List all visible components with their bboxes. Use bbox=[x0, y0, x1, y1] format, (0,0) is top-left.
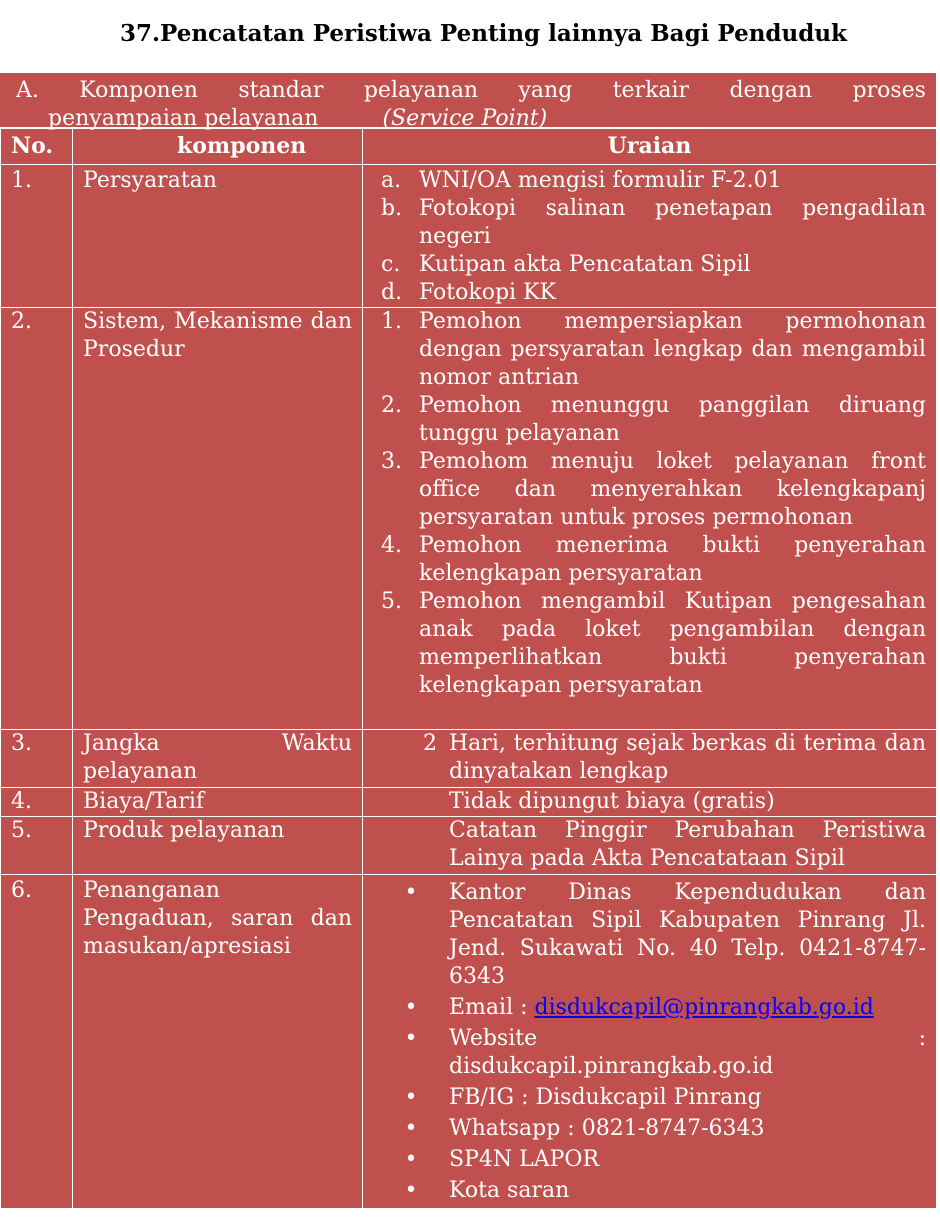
service-table bbox=[0, 72, 936, 1209]
list-text: WNI/OA mengisi formulir F-2.01 bbox=[419, 168, 782, 193]
list-text: FB/IG : Disdukcapil Pinrang bbox=[449, 1085, 762, 1110]
list-item bbox=[381, 195, 926, 251]
section-a-word: standar bbox=[238, 78, 324, 103]
list-marker: 3. bbox=[381, 449, 402, 474]
list-marker: • bbox=[404, 1147, 418, 1172]
section-a-word: pelayanan bbox=[363, 78, 479, 103]
row-uraian: Catatan Pinggir Perubahan Peristiwa Lainya pada Akta Pencatataan Sipil bbox=[363, 817, 937, 875]
row-no: 5. bbox=[1, 817, 73, 875]
list-item bbox=[381, 308, 926, 392]
table-row bbox=[1, 817, 937, 875]
header-komponen: komponen bbox=[73, 129, 363, 165]
row-no: 4. bbox=[1, 788, 73, 817]
list-marker: 5. bbox=[381, 589, 402, 614]
list-text: Hari, terhitung sejak berkas di terima dan dinyatakan lengkap bbox=[449, 731, 926, 784]
list-text: Pemohon menunggu panggilan diruang tunggu pelayanan bbox=[419, 393, 926, 446]
list-text: Kota saran bbox=[449, 1178, 570, 1203]
list-item bbox=[381, 279, 926, 307]
list-marker: 2. bbox=[381, 393, 402, 418]
list-marker: a. bbox=[381, 168, 402, 193]
list-text: Kantor Dinas Kependudukan dan Pencatatan Sipil Kabupaten Pinrang Jl. Jend. Sukawati No. 40 Telp. 0421-8747-6343 bbox=[449, 880, 926, 989]
website-text: disdukcapil.pinrangkab.go.id bbox=[449, 1054, 774, 1079]
list-marker: c. bbox=[381, 252, 401, 277]
list-marker: 2 bbox=[423, 731, 437, 756]
section-a-word: terkair bbox=[612, 78, 690, 103]
section-a-line1 bbox=[16, 77, 926, 105]
list-marker: 4. bbox=[381, 533, 402, 558]
section-a-word: proses bbox=[852, 78, 926, 103]
list-text: Website : disdukcapil.pinrangkab.go.id bbox=[449, 1026, 926, 1079]
row-uraian: Tidak dipungut biaya (gratis) bbox=[363, 788, 937, 817]
list-marker: d. bbox=[381, 280, 403, 305]
list-item bbox=[381, 532, 926, 588]
list-item bbox=[381, 167, 926, 195]
section-a-word: yang bbox=[518, 78, 573, 103]
row-komponen: Produk pelayanan bbox=[73, 817, 363, 875]
list-text: Whatsapp : 0821-8747-6343 bbox=[449, 1116, 765, 1141]
table-row bbox=[1, 730, 937, 788]
list-text: Pemohon menerima bukti penyerahan kelengkapan persyaratan bbox=[419, 533, 926, 586]
list-item bbox=[381, 392, 926, 448]
list-item bbox=[381, 588, 926, 700]
section-a-line2: penyampaian pelayanan (Service Point) bbox=[48, 106, 548, 131]
list-marker: b. bbox=[381, 196, 403, 221]
list-text: Kutipan akta Pencatatan Sipil bbox=[419, 252, 751, 277]
section-a-word: Komponen bbox=[79, 78, 198, 103]
list-item bbox=[423, 730, 926, 786]
row-no: 6. bbox=[1, 875, 73, 1209]
table-header-row bbox=[1, 129, 937, 165]
row-komponen: Biaya/Tarif bbox=[73, 788, 363, 817]
list-item bbox=[381, 448, 926, 532]
list-text: Email : disdukcapil@pinrangkab.go.id bbox=[449, 995, 874, 1020]
list-text: Pemohon mengambil Kutipan pengesahan anak pada loket pengambilan dengan memperlihatkan bukti penyerahan kelengkapan persyaratan bbox=[419, 589, 926, 698]
list-item bbox=[373, 1177, 926, 1205]
email-link[interactable]: disdukcapil@pinrangkab.go.id bbox=[534, 995, 874, 1020]
list-item bbox=[373, 879, 926, 991]
page-title: 37.Pencatatan Peristiwa Penting lainnya Bagi Penduduk bbox=[120, 20, 847, 47]
section-a-word: dengan bbox=[729, 78, 813, 103]
table-row bbox=[1, 308, 937, 730]
list-item bbox=[373, 994, 926, 1022]
row-uraian bbox=[363, 730, 937, 788]
list-marker: • bbox=[404, 995, 418, 1020]
table-row bbox=[1, 788, 937, 817]
list-marker: 1. bbox=[381, 309, 402, 334]
row-komponen: Sistem, Mekanisme dan Prosedur bbox=[73, 308, 363, 730]
row-no: 3. bbox=[1, 730, 73, 788]
list-text: SP4N LAPOR bbox=[449, 1147, 600, 1172]
list-item bbox=[381, 251, 926, 279]
list-marker: • bbox=[404, 1085, 418, 1110]
row-uraian bbox=[363, 308, 937, 730]
list-item bbox=[373, 1146, 926, 1174]
list-item bbox=[373, 1025, 926, 1081]
table-row bbox=[1, 875, 937, 1209]
list-marker: • bbox=[404, 880, 418, 905]
row-no: 2. bbox=[1, 308, 73, 730]
row-no: 1. bbox=[1, 165, 73, 308]
section-a-heading bbox=[0, 72, 936, 131]
list-marker: • bbox=[404, 1116, 418, 1141]
row-komponen: Jangka Waktu pelayanan bbox=[73, 730, 363, 788]
row-uraian bbox=[363, 875, 937, 1209]
list-text: Fotokopi salinan penetapan pengadilan negeri bbox=[419, 196, 926, 249]
section-a-word: A. bbox=[16, 78, 39, 103]
row-komponen: Persyaratan bbox=[73, 165, 363, 308]
header-uraian: Uraian bbox=[363, 129, 937, 165]
table-row bbox=[1, 165, 937, 308]
header-no: No. bbox=[1, 129, 73, 165]
row-uraian bbox=[363, 165, 937, 308]
list-marker: • bbox=[404, 1178, 418, 1203]
list-text: Fotokopi KK bbox=[419, 280, 556, 305]
row-komponen: Penanganan Pengaduan, saran dan masukan/apresiasi bbox=[73, 875, 363, 1209]
list-text: Pemohom menuju loket pelayanan front office dan menyerahkan kelengkapanj persyaratan untuk proses permohonan bbox=[419, 449, 926, 530]
list-item bbox=[373, 1115, 926, 1143]
list-item bbox=[373, 1084, 926, 1112]
list-text: Pemohon mempersiapkan permohonan dengan persyaratan lengkap dan mengambil nomor antrian bbox=[419, 309, 926, 390]
components-table bbox=[0, 128, 937, 1209]
list-marker: • bbox=[404, 1026, 418, 1051]
